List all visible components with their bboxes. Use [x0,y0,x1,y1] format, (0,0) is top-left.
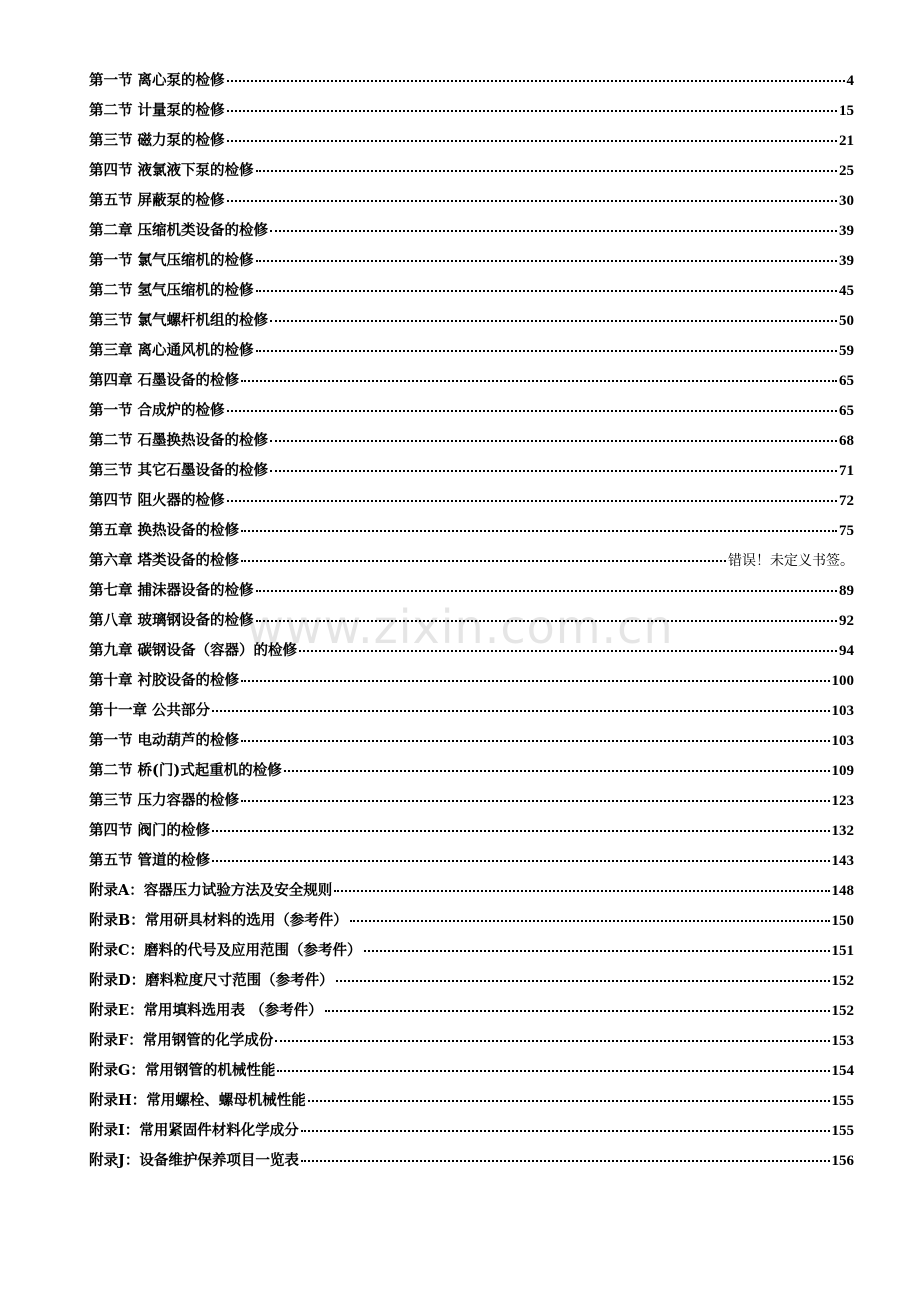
toc-entry-title: 第四章 石墨设备的检修 [89,372,240,389]
toc-entry-page: 132 [831,823,854,839]
toc-entry[interactable] [89,486,854,516]
toc-entry[interactable] [89,546,854,576]
toc-leader [256,170,837,172]
toc-leader [227,410,837,412]
toc-leader [301,1160,830,1162]
toc-leader [364,950,830,952]
toc-entry-page: 103 [831,703,854,719]
toc-entry-title: 第四节 阀门的检修 [89,822,211,839]
toc-entry-page: 100 [831,673,854,689]
toc-entry-title: 附录D：磨料粒度尺寸范围（参考件） [89,972,334,989]
toc-entry-title: 第八章 玻璃钢设备的检修 [89,612,254,629]
toc-leader [227,80,845,82]
toc-entry[interactable] [89,756,854,786]
toc-leader [301,1130,830,1132]
toc-leader [241,740,829,742]
toc-entry-page: 72 [839,493,854,509]
toc-entry-title: 第一节 离心泵的检修 [89,72,225,89]
toc-entry-title: 附录F：常用钢管的化学成份 [89,1032,274,1049]
toc-entry[interactable] [89,816,854,846]
toc-entry[interactable] [89,1086,854,1116]
toc-leader [275,1040,829,1042]
toc-entry-title: 第一节 电动葫芦的检修 [89,732,240,749]
toc-leader [284,770,830,772]
toc-entry-title: 第二节 氢气压缩机的检修 [89,282,254,299]
toc-entry[interactable] [89,906,854,936]
toc-leader [270,230,837,232]
toc-entry[interactable] [89,456,854,486]
toc-entry-page: 155 [831,1093,854,1109]
toc-entry-title: 第三节 其它石墨设备的检修 [89,462,269,479]
toc-leader [350,920,830,922]
toc-leader [227,140,837,142]
toc-entry-title: 附录H：常用螺栓、螺母机械性能 [89,1092,306,1109]
toc-entry-page: 154 [831,1063,854,1079]
toc-entry-title: 第三节 磁力泵的检修 [89,132,225,149]
toc-entry-title: 第三节 压力容器的检修 [89,792,240,809]
toc-entry-title: 第五节 屏蔽泵的检修 [89,192,225,209]
toc-entry-page-error: 错误！未定义书签。 [728,553,854,569]
toc-entry-page: 45 [839,283,854,299]
toc-entry[interactable] [89,1056,854,1086]
toc-entry[interactable] [89,426,854,456]
toc-entry-page: 89 [839,583,854,599]
toc-leader [256,620,837,622]
toc-entry[interactable] [89,366,854,396]
toc-entry-page: 4 [846,73,854,89]
toc-entry-title: 第二节 石墨换热设备的检修 [89,432,269,449]
toc-entry[interactable] [89,996,854,1026]
toc-leader [325,1010,830,1012]
toc-leader [241,380,837,382]
toc-leader [227,500,837,502]
toc-entry-page: 39 [839,223,854,239]
toc-entry-page: 71 [839,463,854,479]
toc-entry[interactable] [89,936,854,966]
toc-entry[interactable] [89,636,854,666]
toc-entry[interactable] [89,96,854,126]
toc-entry-title: 第四节 阻火器的检修 [89,492,225,509]
toc-entry[interactable] [89,966,854,996]
toc-entry-title: 附录J：设备维护保养项目一览表 [89,1152,299,1169]
toc-entry[interactable] [89,126,854,156]
toc-entry-page: 39 [839,253,854,269]
toc-entry[interactable] [89,516,854,546]
toc-entry-page: 143 [831,853,854,869]
toc-entry-page: 15 [839,103,854,119]
toc-entry-page: 92 [839,613,854,629]
toc-entry[interactable] [89,1026,854,1056]
toc-entry[interactable] [89,216,854,246]
toc-entry-title: 第二节 计量泵的检修 [89,102,225,119]
toc-entry[interactable] [89,876,854,906]
toc-entry-title: 第二节 桥(门)式起重机的检修 [89,762,282,779]
toc-leader [212,830,829,832]
toc-leader [336,980,830,982]
toc-entry[interactable] [89,156,854,186]
toc-entry-title: 第九章 碳钢设备（容器）的检修 [89,642,298,659]
toc-entry-title: 附录I：常用紧固件材料化学成分 [89,1122,299,1139]
toc-entry[interactable] [89,696,854,726]
toc-entry[interactable] [89,786,854,816]
toc-entry-page: 68 [839,433,854,449]
toc-leader [227,110,837,112]
toc-entry-page: 94 [839,643,854,659]
toc-entry-page: 30 [839,193,854,209]
toc-entry-page: 21 [839,133,854,149]
toc-leader [334,890,829,892]
toc-entry-title: 附录C：磨料的代号及应用范围（参考件） [89,942,362,959]
toc-entry-title: 附录B：常用研具材料的选用（参考件） [89,912,348,929]
toc-entry[interactable] [89,246,854,276]
toc-entry[interactable] [89,846,854,876]
toc-leader [277,1070,829,1072]
toc-leader [308,1100,830,1102]
toc-entry-title: 第十章 衬胶设备的检修 [89,672,240,689]
toc-entry-title: 附录A：容器压力试验方法及安全规则 [89,882,333,899]
toc-leader [270,440,837,442]
toc-leader [227,200,837,202]
toc-entry[interactable] [89,606,854,636]
toc-entry-page: 152 [831,1003,854,1019]
toc-leader [270,470,837,472]
toc-entry-page: 25 [839,163,854,179]
toc-entry[interactable] [89,336,854,366]
toc-entry[interactable] [89,666,854,696]
toc-entry-title: 第五节 管道的检修 [89,852,211,869]
toc-entry-title: 附录E：常用填料选用表 （参考件） [89,1002,323,1019]
toc-entry[interactable] [89,1116,854,1146]
toc-entry-page: 103 [831,733,854,749]
toc-entry-page: 153 [831,1033,854,1049]
toc-entry-page: 65 [839,403,854,419]
toc-entry[interactable] [89,726,854,756]
toc-entry-page: 155 [831,1123,854,1139]
toc-leader [212,860,829,862]
toc-entry-title: 第七章 捕沫器设备的检修 [89,582,254,599]
toc-entry-page: 150 [831,913,854,929]
toc-entry-page: 65 [839,373,854,389]
toc-entry-page: 50 [839,313,854,329]
toc-entry-title: 附录G：常用钢管的机械性能 [89,1062,276,1079]
toc-entry[interactable] [89,1146,854,1176]
toc-entry[interactable] [89,276,854,306]
toc-leader [256,590,837,592]
toc-leader [241,800,829,802]
toc-entry-page: 123 [831,793,854,809]
toc-leader [241,560,726,562]
toc-entry-page: 152 [831,973,854,989]
toc-leader [256,350,837,352]
toc-entry-page: 151 [831,943,854,959]
toc-leader [241,680,829,682]
toc-entry-page: 148 [831,883,854,899]
toc-leader [256,290,837,292]
toc-entry-page: 59 [839,343,854,359]
table-of-contents [89,66,854,1176]
toc-entry-title: 第五章 换热设备的检修 [89,522,240,539]
toc-leader [241,530,837,532]
toc-entry-title: 第四节 液氯液下泵的检修 [89,162,254,179]
toc-entry-title: 第三节 氯气螺杆机组的检修 [89,312,269,329]
toc-entry-page: 75 [839,523,854,539]
watermark: www.zixin.com.cn [246,600,674,654]
toc-entry-title: 第十一章 公共部分 [89,702,211,719]
toc-entry[interactable] [89,306,854,336]
toc-entry-page: 156 [831,1153,854,1169]
toc-entry-title: 第二章 压缩机类设备的检修 [89,222,269,239]
toc-entry[interactable] [89,396,854,426]
toc-leader [212,710,829,712]
toc-entry-title: 第一节 氯气压缩机的检修 [89,252,254,269]
toc-entry-title: 第三章 离心通风机的检修 [89,342,254,359]
toc-entry-page: 109 [831,763,854,779]
toc-entry-title: 第六章 塔类设备的检修 [89,552,240,569]
toc-leader [299,650,837,652]
toc-leader [270,320,837,322]
toc-entry[interactable] [89,66,854,96]
toc-leader [256,260,837,262]
toc-entry[interactable] [89,576,854,606]
toc-entry[interactable] [89,186,854,216]
toc-entry-title: 第一节 合成炉的检修 [89,402,225,419]
